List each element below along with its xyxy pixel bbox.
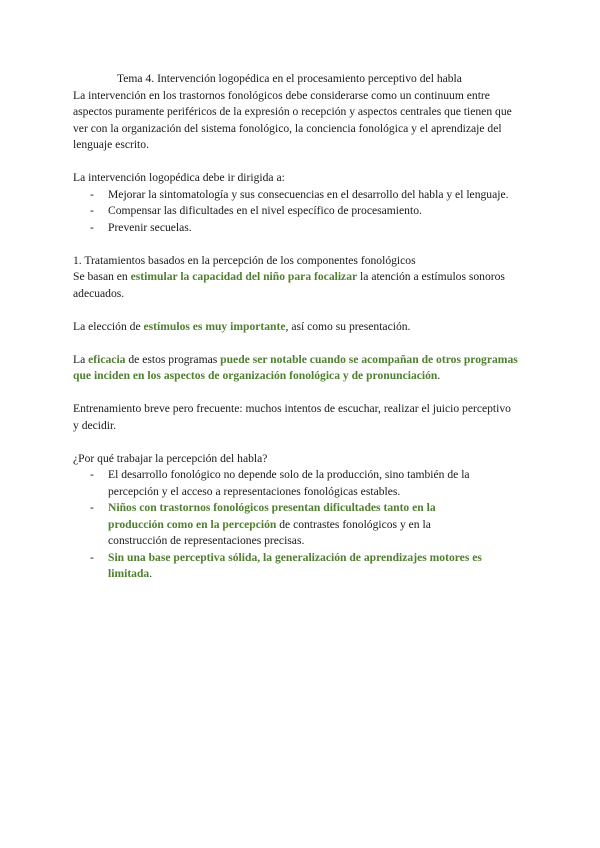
highlight-text: Niños con trastornos fonológicos presentan dificultades tanto en la producción como en la percepción (108, 501, 436, 531)
spacer (73, 385, 519, 402)
list-item: - El desarrollo fonológico no depende solo de la producción, sino también de la percepción y el acceso a representaciones fonológicas estables. (90, 468, 470, 498)
paragraph-stimuli: La elección de estímulos es muy importante, así como su presentación. (73, 319, 411, 333)
paragraph-efficacy: La eficacia de estos programas puede ser notable cuando se acompañan de otros programas que inciden en los aspectos de organización fonológica y de pronunciación. (73, 352, 518, 382)
aims-list (73, 187, 519, 237)
bullet-dash: - (90, 220, 94, 234)
highlight-text: estímulos es muy importante (143, 319, 286, 333)
aims-heading: La intervención logopédica debe ir dirigida a: (73, 171, 285, 184)
paragraph-focus: Se basan en estimular la capacidad del niño para focalizar la atención a estímulos sonoros adecuados. (73, 270, 505, 300)
highlight-text: Sin una base perceptiva sólida, la generalización de aprendizajes motores es limitada (108, 550, 482, 580)
document-body (73, 71, 519, 583)
why-list (73, 467, 519, 583)
list-item: - Compensar las dificultades en el nivel específico de procesamiento. (73, 203, 519, 220)
bullet-dash: - (90, 468, 94, 481)
highlight-text: puede ser notable cuando se acompañan de otros programas que inciden en los aspectos de organización fonológica y de pronunciación (73, 352, 518, 382)
bullet-dash: - (90, 204, 94, 217)
list-item: - Mejorar la sintomatología y sus consecuencias en el desarrollo del habla y el lenguaje. (73, 187, 519, 204)
spacer (73, 434, 519, 451)
intro-paragraph: La intervención en los trastornos fonológicos debe considerarse como un continuum entre aspectos puramente periféricos de la expresión o recepción y aspectos centrales que tienen que ver con la organización del sistema fonológico, la conciencia fonológica y el aprendizaje del lenguaje escrito. (73, 88, 512, 151)
list-item: - Prevenir secuelas. (73, 220, 519, 237)
why-heading: ¿Por qué trabajar la percepción del habla? (73, 451, 268, 465)
spacer (73, 154, 519, 171)
list-item: - Sin una base perceptiva sólida, la generalización de aprendizajes motores es limitada. (90, 550, 482, 580)
bullet-dash: - (90, 550, 94, 564)
highlight-text: eficacia (88, 352, 126, 366)
spacer (73, 302, 519, 319)
bullet-dash: - (90, 187, 94, 201)
paragraph-training: Entrenamiento breve pero frecuente: muchos intentos de escuchar, realizar el juicio perceptivo y decidir. (73, 402, 511, 432)
list-item: - Niños con trastornos fonológicos presentan dificultades tanto en la producción como en la percepción de contrastes fonológicos y en la construcción de representaciones precisas. (90, 501, 436, 547)
document-title: Tema 4. Intervención logopédica en el procesamiento perceptivo del habla (117, 72, 462, 85)
section-heading: 1. Tratamientos basados en la percepción de los componentes fonológicos (73, 253, 416, 267)
spacer (73, 236, 519, 253)
highlight-text: estimular la capacidad del niño para focalizar (130, 270, 358, 283)
spacer (73, 335, 519, 352)
bullet-dash: - (90, 501, 94, 514)
